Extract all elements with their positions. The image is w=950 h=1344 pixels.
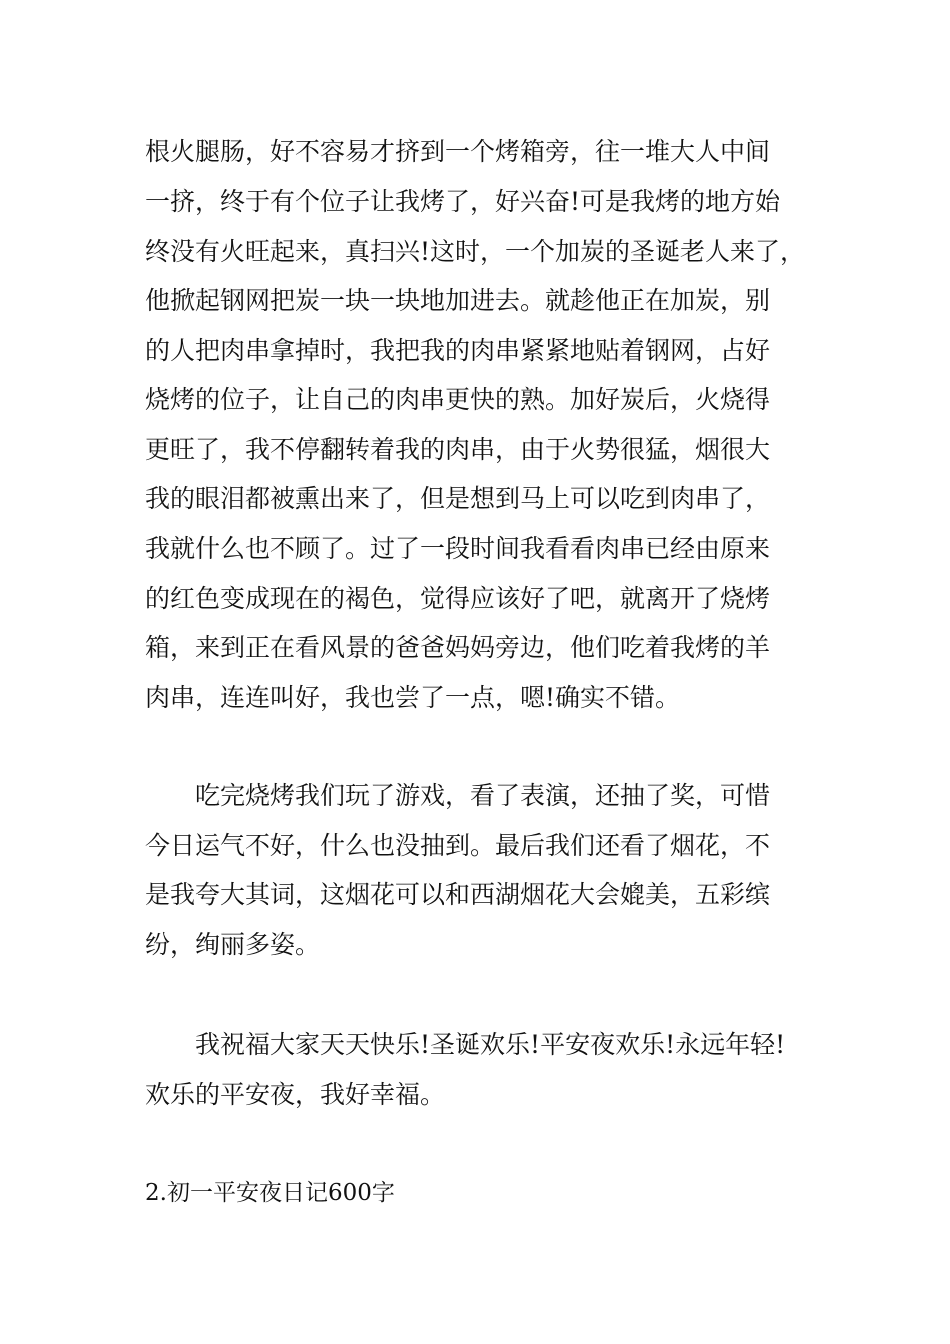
text-line: 终没有火旺起来，真扫兴!这时，一个加炭的圣诞老人来了， [145,237,806,266]
text-line: 我的眼泪都被熏出来了，但是想到马上可以吃到肉串了， [145,484,771,513]
text-line: 更旺了，我不停翻转着我的肉串，由于火势很猛，烟很大 [145,435,771,464]
text-line: 烧烤的位子，让自己的肉串更快的熟。加好炭后，火烧得 [145,385,771,414]
text-line: 吃完烧烤我们玩了游戏，看了表演，还抽了奖，可惜 [145,781,771,810]
text-line: 根火腿肠，好不容易才挤到一个烤箱旁，往一堆大人中间 [145,137,771,166]
text-line: 箱，来到正在看风景的爸爸妈妈旁边，他们吃着我烤的羊 [145,633,771,662]
text-line: 肉串，连连叫好，我也尝了一点，嗯!确实不错。 [145,683,681,712]
text-line: 纷，绚丽多姿。 [145,930,321,959]
text-line: 一挤，终于有个位子让我烤了，好兴奋!可是我烤的地方始 [145,187,781,216]
text-line: 的红色变成现在的褐色，觉得应该好了吧，就离开了烧烤 [145,584,771,613]
text-line: 是我夸大其词，这烟花可以和西湖烟花大会媲美，五彩缤 [145,880,771,909]
text-line: 我祝福大家天天快乐!圣诞欢乐!平安夜欢乐!永远年轻! [145,1030,786,1059]
text-line: 欢乐的平安夜，我好幸福。 [145,1080,446,1109]
section-heading: 2.初一平安夜日记600字 [145,1180,395,1206]
text-line: 他掀起钢网把炭一块一块地加进去。就趁他正在加炭，别 [145,286,771,315]
text-line: 的人把肉串拿掉时，我把我的肉串紧紧地贴着钢网，占好 [145,336,771,365]
text-line: 今日运气不好，什么也没抽到。最后我们还看了烟花，不 [145,831,771,860]
text-line: 我就什么也不顾了。过了一段时间我看看肉串已经由原来 [145,534,771,563]
